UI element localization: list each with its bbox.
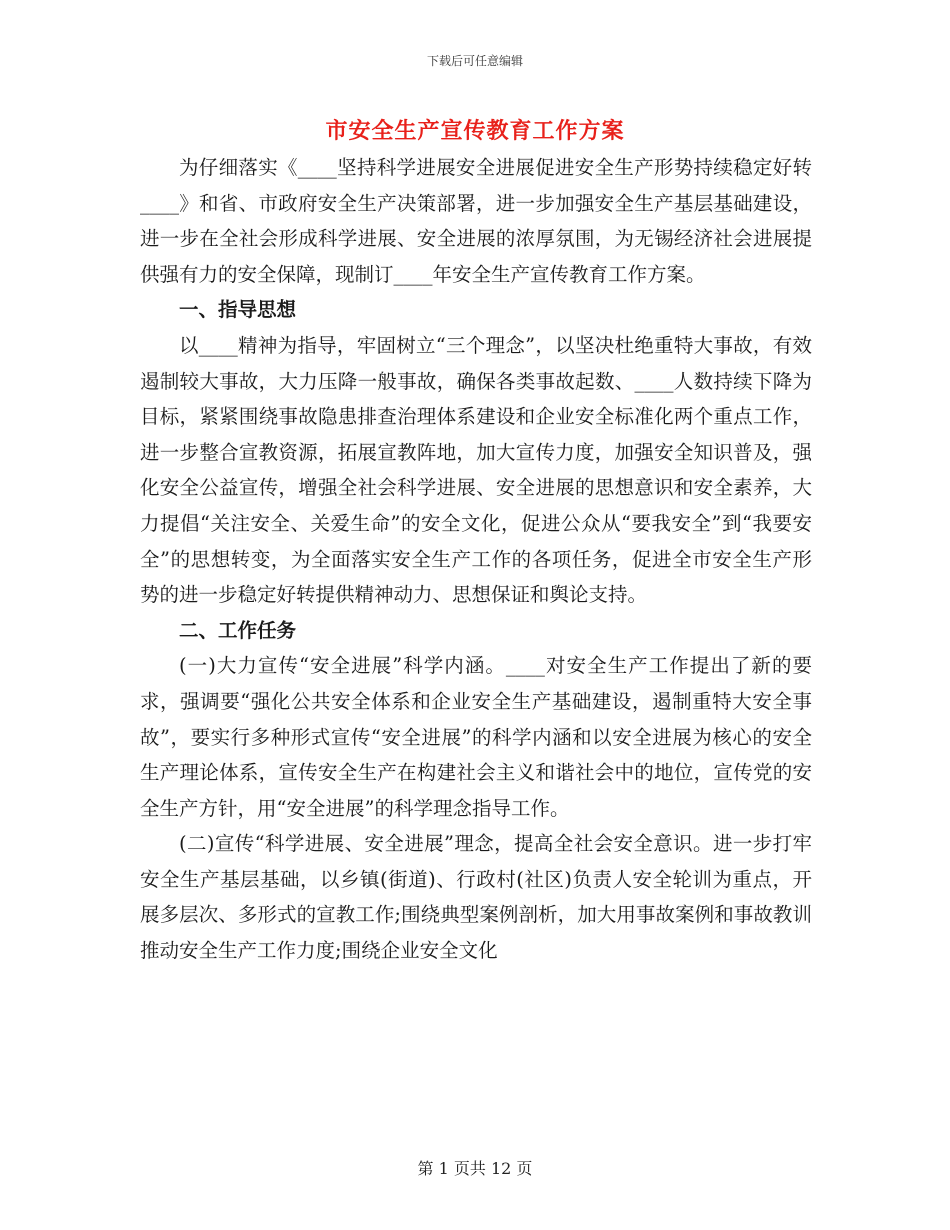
page-number: 第 1 页共 12 页: [417, 1159, 533, 1178]
intro-paragraph: 为仔细落实《____坚持科学进展安全进展促进安全生产形势持续稳定好转____》和省、市政府安全生产决策部署，进一步加强安全生产基层基础建设，进一步在全社会形成科学进展、安全进展的浓厚氛围，为无锡经济社会进展提供强有力的安全保障，现制订____年安全生产宣传教育工作方案。: [140, 156, 812, 286]
header-note: 下载后可任意编辑: [426, 54, 523, 68]
task-two-paragraph: (二)宣传“科学进展、安全进展”理念，提高全社会安全意识。进一步打牢安全生产基层基础，以乡镇(街道)、行政村(社区)负责人安全轮训为重点，开展多层次、多形式的宣教工作;围绕典型案例剖析，加大用事故案例和事故教训推动安全生产工作力度;围绕企业安全文化: [140, 832, 812, 963]
task-one-paragraph: (一)大力宣传“安全进展”科学内涵。____对安全生产工作提出了新的要求，强调要“强化公共安全体系和企业安全生产基础建设，遏制重特大安全事故”，要实行多种形式宣传“安全进展”的科学内涵和以安全进展为核心的安全生产理论体系，宣传安全生产在构建社会主义和谐社会中的地位，宣传党的安全生产方针，用“安全进展”的科学理念指导工作。: [140, 654, 812, 820]
guiding-thought-paragraph: 以____精神为指导，牢固树立“三个理念”，以坚决杜绝重特大事故，有效遏制较大事故，大力压降一般事故，确保各类事故起数、____人数持续下降为目标，紧紧围绕事故隐患排查治理体系建设和企业安全标准化两个重点工作，进一步整合宣教资源，拓展宣教阵地，加大宣传力度，加强安全知识普及，强化安全公益宣传，增强全社会科学进展、安全进展的思想意识和安全素养，大力提倡“关注安全、关爱生命”的安全文化，促进公众从“要我安全”到“我要安全”的思想转变，为全面落实安全生产工作的各项任务，促进全市安全生产形势的进一步稳定好转提供精神动力、思想保证和舆论支持。: [140, 333, 812, 607]
document-body: [140, 150, 812, 969]
section-heading-work-tasks: 二、工作任务: [179, 618, 297, 642]
section-heading-guiding-thought: 一、指导思想: [179, 298, 297, 322]
document-title: 市安全生产宣传教育工作方案: [325, 118, 625, 144]
